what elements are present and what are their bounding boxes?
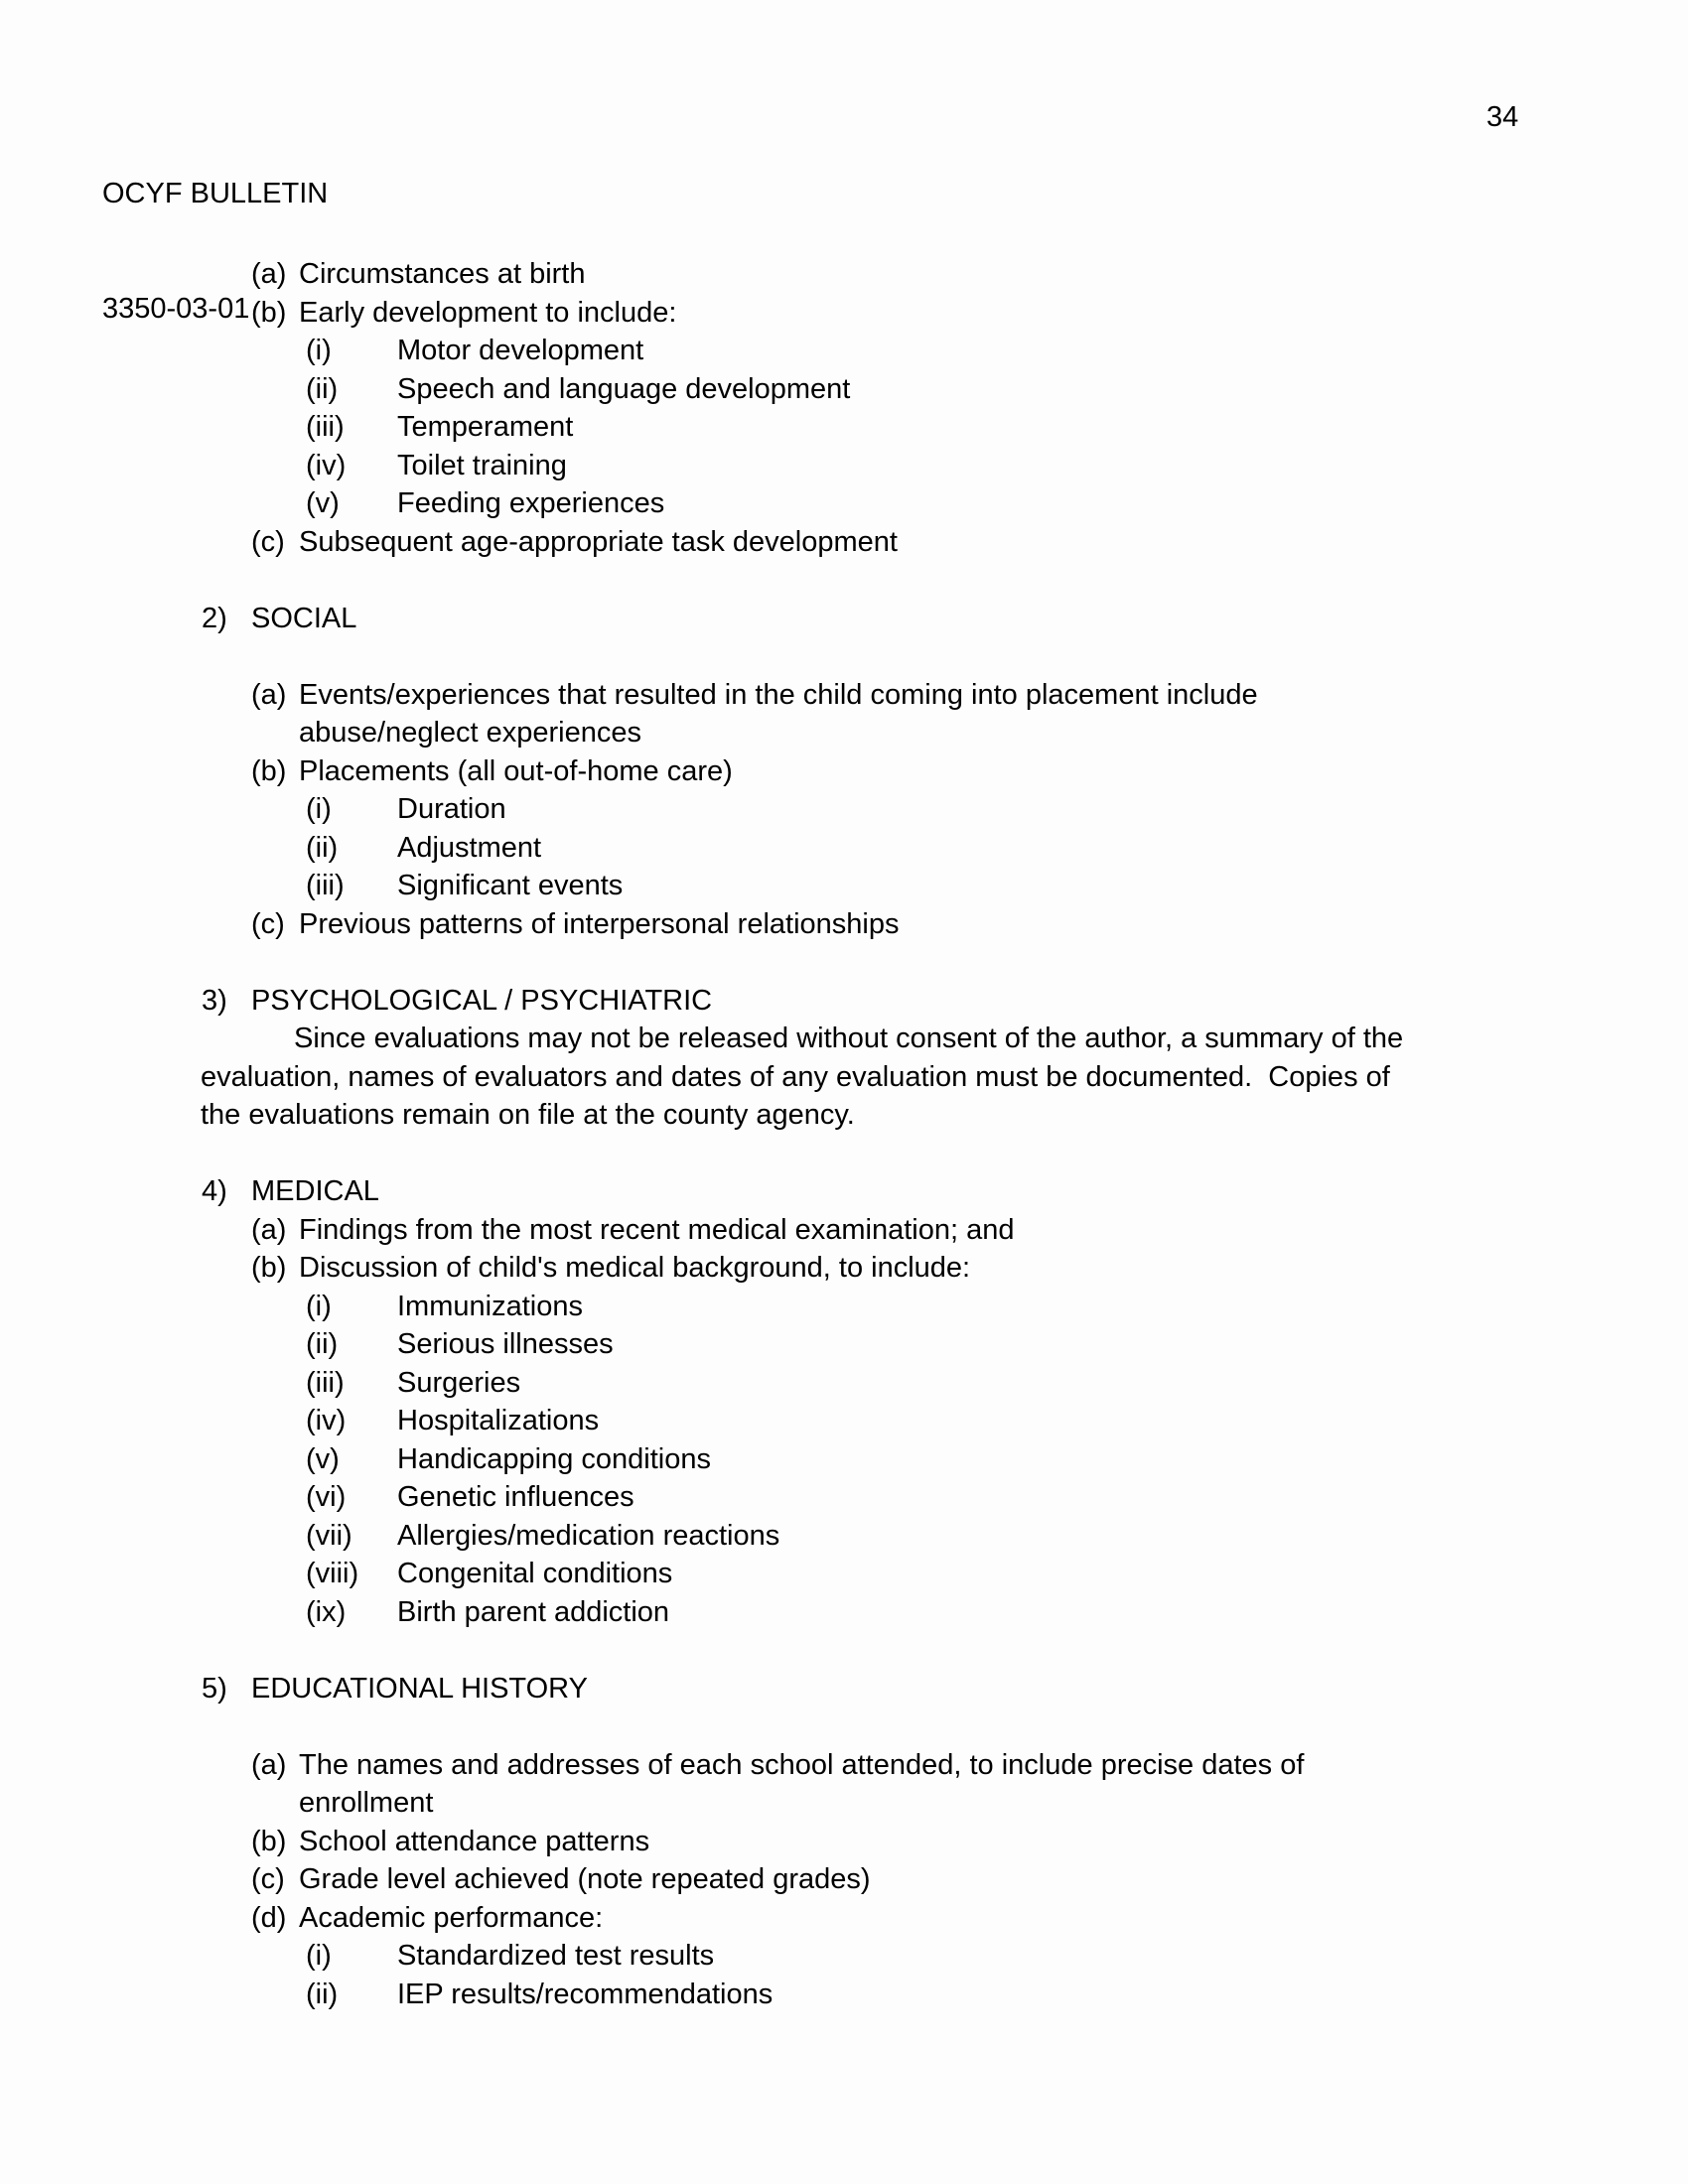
line-text: Handicapping conditions <box>397 1442 711 1475</box>
bulletin-title: OCYF BULLETIN <box>102 178 329 209</box>
line-marker: (b) <box>251 1825 287 1857</box>
line-text: Circumstances at birth <box>299 258 586 290</box>
outline-line <box>0 714 1688 752</box>
outline-line <box>0 1325 1688 1364</box>
line-marker: (i) <box>306 793 332 825</box>
outline-line <box>0 1746 1688 1785</box>
outline-line <box>0 255 1688 294</box>
outline-line <box>0 1478 1688 1517</box>
line-text: Genetic influences <box>397 1481 634 1513</box>
outline-line <box>0 867 1688 905</box>
document-lines <box>0 255 1688 2013</box>
line-marker: 3) <box>202 984 227 1017</box>
line-text: the evaluations remain on file at the county agency. <box>201 1099 855 1131</box>
outline-line <box>0 332 1688 370</box>
line-text: Motor development <box>397 335 644 366</box>
line-text: Toilet training <box>397 449 567 481</box>
line-text: Grade level achieved (note repeated grades) <box>299 1863 871 1895</box>
line-text: Duration <box>397 793 506 825</box>
outline-line <box>0 1784 1688 1823</box>
outline-line <box>0 294 1688 333</box>
outline-line <box>0 1402 1688 1440</box>
line-text: MEDICAL <box>251 1175 379 1207</box>
line-marker: (viii) <box>306 1558 359 1589</box>
blank-line <box>0 1707 1688 1746</box>
line-text: evaluation, names of evaluators and dates of any evaluation must be documented. Copies of <box>201 1060 1390 1093</box>
line-text: Academic performance: <box>299 1901 604 1934</box>
line-marker: (iii) <box>306 870 345 901</box>
line-text: Temperament <box>397 411 574 443</box>
line-marker: (ix) <box>306 1595 347 1628</box>
outline-line <box>0 1096 1688 1135</box>
line-text: Subsequent age-appropriate task development <box>299 525 898 558</box>
outline-line <box>0 1899 1688 1938</box>
line-marker: (ii) <box>306 1328 339 1360</box>
line-text: School attendance patterns <box>299 1825 650 1857</box>
line-marker: 2) <box>202 602 227 634</box>
line-marker: (vii) <box>306 1519 352 1552</box>
line-marker: (ii) <box>306 831 339 864</box>
line-text: PSYCHOLOGICAL / PSYCHIATRIC <box>251 984 713 1017</box>
outline-line <box>0 1020 1688 1058</box>
line-marker: (a) <box>251 678 287 711</box>
outline-line <box>0 1211 1688 1250</box>
line-text: Speech and language development <box>397 372 851 405</box>
outline-line <box>0 523 1688 562</box>
outline-line <box>0 752 1688 791</box>
outline-line <box>0 1440 1688 1479</box>
line-text: abuse/neglect experiences <box>299 717 642 749</box>
line-marker: (iv) <box>306 449 347 481</box>
line-marker: (v) <box>306 1442 340 1475</box>
bulletin-number: 3350-03-01 <box>102 292 250 325</box>
outline-line <box>0 1555 1688 1593</box>
outline-line <box>0 676 1688 715</box>
outline-line <box>0 1670 1688 1708</box>
outline-line <box>0 370 1688 409</box>
line-text: Serious illnesses <box>397 1328 614 1360</box>
line-marker: (i) <box>306 335 332 366</box>
line-marker: (b) <box>251 1252 287 1284</box>
line-marker: 5) <box>202 1672 227 1705</box>
blank-line <box>0 637 1688 676</box>
line-text: Allergies/medication reactions <box>397 1519 780 1552</box>
line-text: Hospitalizations <box>397 1405 600 1436</box>
line-text: Significant events <box>397 870 624 901</box>
line-marker: (a) <box>251 1213 287 1246</box>
line-marker: (b) <box>251 754 287 787</box>
outline-line <box>0 1172 1688 1211</box>
outline-line <box>0 1249 1688 1288</box>
line-marker: (c) <box>251 525 285 558</box>
outline-line <box>0 1593 1688 1632</box>
line-marker: (d) <box>251 1901 287 1934</box>
outline-line <box>0 790 1688 829</box>
line-marker: (c) <box>251 907 285 940</box>
line-text: Since evaluations may not be released without consent of the author, a summary of the <box>294 1023 1404 1054</box>
line-text: Placements (all out-of-home care) <box>299 754 733 787</box>
blank-line <box>0 1135 1688 1173</box>
line-text: Standardized test results <box>397 1940 715 1972</box>
line-marker: (iii) <box>306 411 345 443</box>
line-marker: (a) <box>251 1748 287 1781</box>
line-marker: (i) <box>306 1940 332 1972</box>
line-marker: (i) <box>306 1290 332 1322</box>
line-text: Surgeries <box>397 1366 521 1399</box>
line-marker: (a) <box>251 258 287 290</box>
line-text: The names and addresses of each school attended, to include precise dates of <box>299 1748 1305 1781</box>
line-text: Adjustment <box>397 831 542 864</box>
line-text: Discussion of child's medical background, to include: <box>299 1252 971 1284</box>
outline-line <box>0 829 1688 868</box>
line-text: Previous patterns of interpersonal relationships <box>299 907 900 940</box>
line-text: Events/experiences that resulted in the child coming into placement include <box>299 678 1258 711</box>
page-number: 34 <box>1486 101 1519 133</box>
outline-line <box>0 600 1688 638</box>
outline-line <box>0 1976 1688 2014</box>
outline-line <box>0 982 1688 1021</box>
line-marker: (ii) <box>306 1978 339 2010</box>
line-marker: (c) <box>251 1863 285 1895</box>
line-marker: (vi) <box>306 1481 347 1513</box>
line-text: Birth parent addiction <box>397 1595 670 1628</box>
outline-line <box>0 484 1688 523</box>
line-text: Immunizations <box>397 1290 583 1322</box>
outline-line <box>0 905 1688 944</box>
outline-line <box>0 1517 1688 1556</box>
line-text: Early development to include: <box>299 296 677 329</box>
outline-line <box>0 1860 1688 1899</box>
line-text: SOCIAL <box>251 602 357 634</box>
line-marker: (b) <box>251 296 287 329</box>
outline-line <box>0 408 1688 447</box>
outline-line <box>0 1823 1688 1861</box>
line-text: enrollment <box>299 1787 434 1819</box>
line-text: IEP results/recommendations <box>397 1978 774 2010</box>
line-text: EDUCATIONAL HISTORY <box>251 1672 588 1705</box>
line-text: Findings from the most recent medical examination; and <box>299 1213 1015 1246</box>
line-text: Feeding experiences <box>397 487 665 519</box>
outline-line <box>0 1288 1688 1326</box>
line-marker: (iii) <box>306 1366 345 1399</box>
line-marker: (v) <box>306 487 340 519</box>
outline-line <box>0 1058 1688 1097</box>
line-marker: (iv) <box>306 1405 347 1436</box>
outline-line <box>0 447 1688 485</box>
blank-line <box>0 561 1688 600</box>
blank-line <box>0 943 1688 982</box>
blank-line <box>0 1631 1688 1670</box>
line-marker: 4) <box>202 1175 227 1207</box>
outline-line <box>0 1364 1688 1403</box>
line-marker: (ii) <box>306 372 339 405</box>
line-text: Congenital conditions <box>397 1558 673 1589</box>
outline-line <box>0 1937 1688 1976</box>
